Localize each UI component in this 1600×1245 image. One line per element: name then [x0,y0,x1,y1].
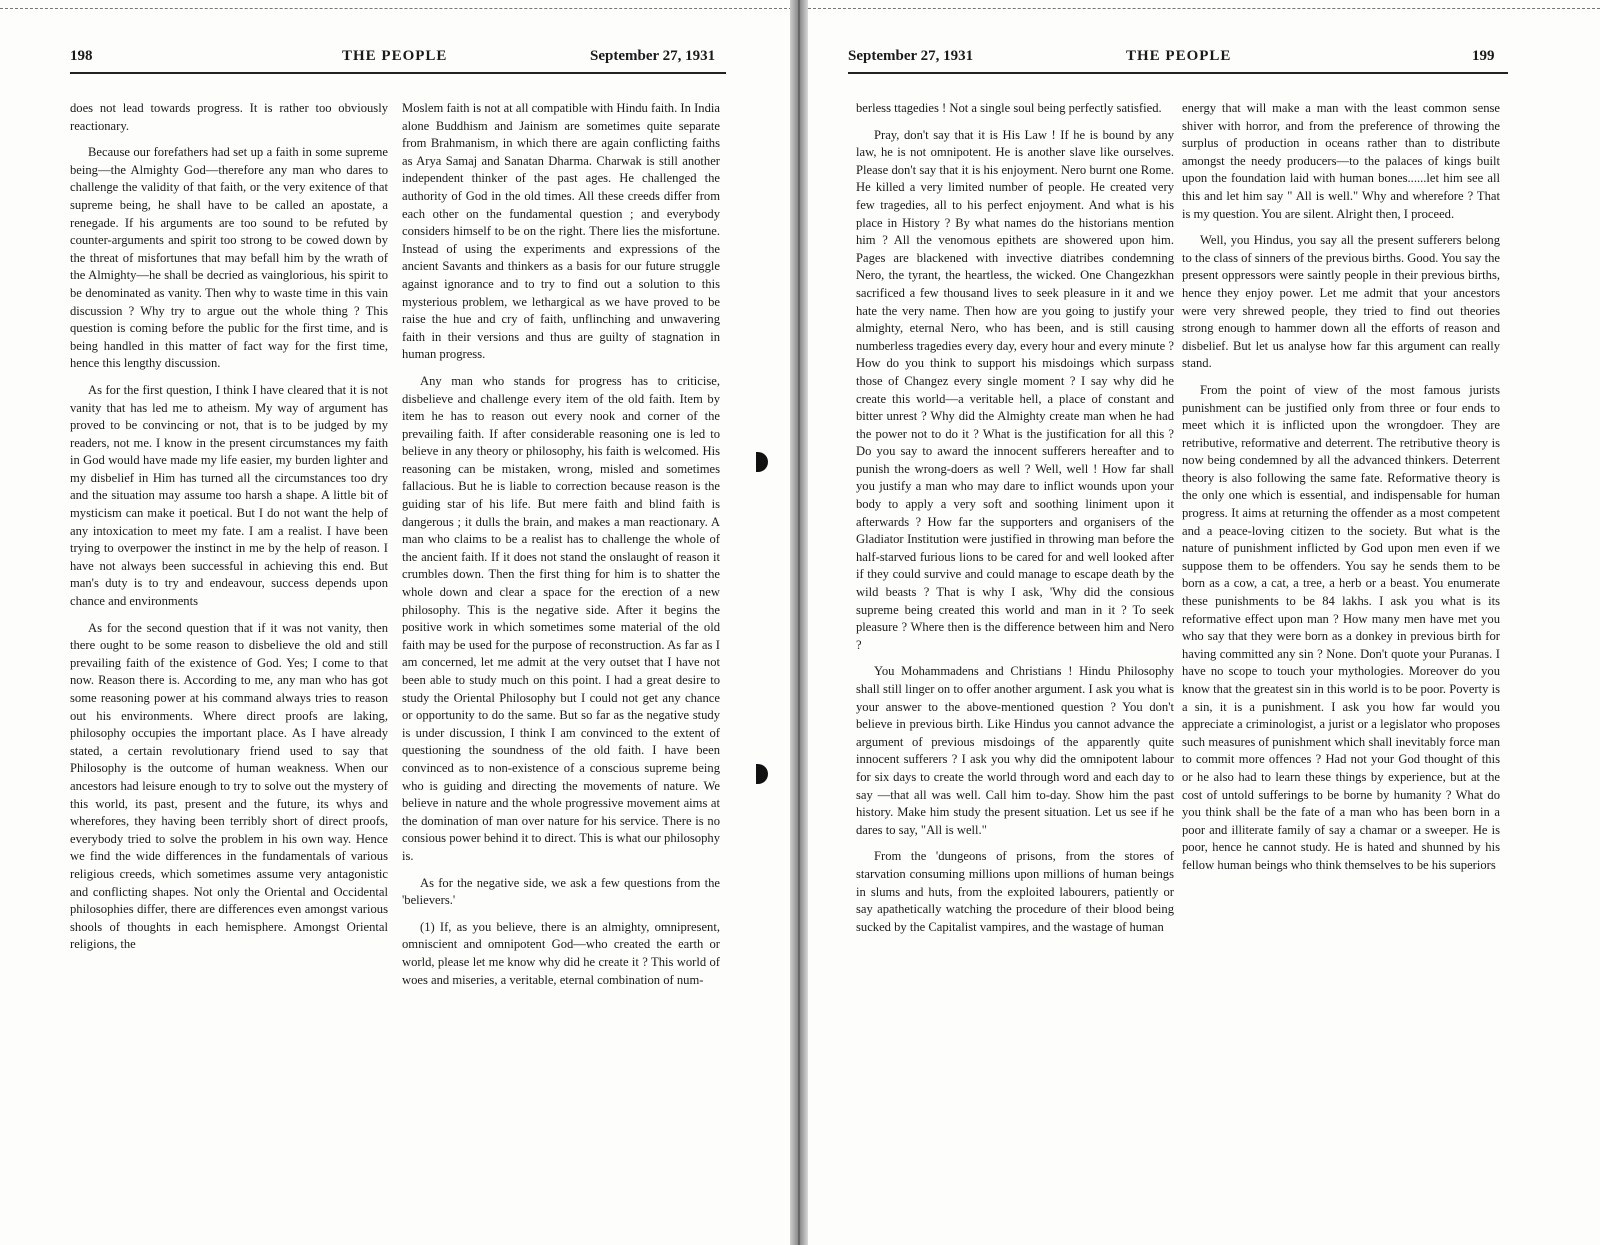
right-page-column-1 [856,100,1174,945]
page-title: THE PEOPLE [342,48,448,64]
header-rule [70,72,726,74]
page-title: THE PEOPLE [1126,48,1232,64]
paragraph: As for the negative side, we ask a few questions from the 'believers.' [402,875,720,908]
paragraph: From the 'dungeons of prisons, from the stores of starvation consuming millions upon millions of human beings in slums and huts, from the exploited labourers, patiently or say apathetically watching the procedure of their blood being sucked by the Capitalist vampires, and the wastage of human [856,849,1174,934]
left-page [0,0,792,1245]
right-page-column-2 [1182,100,1500,884]
paragraph: As for the second question that if it was not vanity, then there ought to be some reason to disbelieve the old and still prevailing faith of the existence of God. Yes; I come to that now. Reason there is. According to me, any man who has got some reasoning power at his command always tries to reason out his environments. Where direct proofs are laking, philosophy occupies the important place. As I have already stated, a certain revolutionary friend used to say that Philosophy is the outcome of human weakness. When our ancestors had leisure enough to try to solve out the mystery of this world, its past, present and the future, its whys and wherefores, they having been terribly short of direct proofs, everybody tried to solve the problem in his own way. Hence we find the wide differences in the fundamentals of various religious creeds, which sometimes assume very antagonistic and conflicting shapes. Not only the Oriental and Occidental philosophies differ, there are differences even amongst various shools of thoughts in each hemisphere. Amongst Oriental religions, the [70,620,388,952]
right-page [808,0,1600,1245]
page-date: September 27, 1931 [848,48,974,64]
paragraph: From the point of view of the most famous jurists punishment can be justified only from three or four ends to meet which it is inflicted upon the wrongdoer. They are retributive, reformative and deterrent. The retributive theory is now being condemned by all the advanced thinkers. Deterrent theory is also following the same fate. Reformative theory is the only one which is essential, and indispensable for human progress. It aims at returning the offender as a most competent and a peace-loving citizen to the society. But what is the nature of punishment inflicted by God upon men even if we suppose them to be offenders. You say he sends them to be born as a cow, a cat, a tree, a herb or a beast. You enumerate these punishments to be 84 lakhs. I ask you what is its reformative effect upon man ? How many men have met you who say that they were born as a donkey in previous birth for having committed any sin ? None. Don't quote your Puranas. I have no scope to touch your mythologies. Moreover do you know that the greatest sin in this world is to be poor. Poverty is a sin, it is a punishment. I ask you how far would you appreciate a criminologist, a jurist or a legislator who proposes such measures of punishment which shall inevitably force man to commit more offences ? Had not your God thought of this or he also had to learn these things by experience, but at the cost of untold sufferings to be borne by humanity ? What do you think shall be the fate of a man who has been born in a poor and illiterate family of say a chamar or a sweeper. He is poor, hence he cannot study. He is hated and shunned by his fellow human beings who think themselves to be his superiors [1182,382,1500,872]
page-gutter [790,0,808,1245]
paragraph: You Mohammadens and Christians ! Hindu Philosophy shall still linger on to offer another argument. I ask you what is your answer to the above-mentioned question ? You don't believe in previous birth. Like Hindus you cannot advance the argument of previous misdoings of the apparently quite innocent sufferers ? I ask you why did the omnipotent labour for six days to create the world through word and each day to say —that all was well. Call him to-day. Show him the past history. Make him study the present situation. Let us see if he dares to say, "All is well." [856,664,1174,837]
paragraph: does not lead towards progress. It is rather too obviously reactionary. [70,101,388,133]
page-number: 199 [1472,48,1495,64]
paragraph: energy that will make a man with the least common sense shiver with horror, and from the preference of throwing the surplus of production in oceans rather than to distribute amongst the needy producers—to the palaces of kings built upon the foundation laid with human bones......let him see all this and let him say " All is well." Why and wherefore ? That is my question. You are silent. Alright then, I proceed. [1182,101,1500,221]
paragraph: Any man who stands for progress has to criticise, disbelieve and challenge every item of the old faith. Item by item he has to reason out every nook and corner of the prevailing faith. If after considerable reasoning one is led to believe in any theory or philosophy, his faith is welcomed. His reasoning can be mistaken, wrong, misled and sometimes fallacious. But he is liable to correction because reason is the guiding star of his life. But mere faith and blind faith is dangerous ; it dulls the brain, and makes a man reactionary. A man who claims to be a realist has to challenge the whole of the ancient faith. If it does not stand the onslaught of reason it crumbles down. Then the first thing for him is to shatter the whole down and clear a space for the erection of a new philosophy. This is the negative side. After it begins the positive work in which sometimes some material of the old faith may be used for the purpose of reconstruction. As far as I am concerned, let me admit at the very outset that I have not been able to study much on this point. I had a great desire to study the Oriental Philosophy but I could not get any chance or opportunity to do the same. But so far as the negative study is under discussion, I think I am convinced to the extent of questioning the soundness of the old faith. I have been convinced as to non-existence of a conscious supreme being who is guiding and directing the movements of nature. We believe in nature and the whole progressive movement aims at the domination of man over nature for his service. There is no consious power behind it to direct. This is what our philosophy is. [402,373,720,863]
binding-hole [756,764,768,784]
scan-artifact-line [0,8,792,9]
header-rule [848,72,1508,74]
binding-hole [756,452,768,472]
paragraph: Well, you Hindus, you say all the present sufferers belong to the class of sinners of the previous births. Good. You say the present oppressors were saintly people in their previous births, hence they enjoy power. Let me admit that your ancestors were very shrewed people, they tried to find out theories strong enough to hammer down all the efforts of reason and disbelief. But let us analyse how far this argument can really stand. [1182,233,1500,371]
left-page-column-2 [402,100,720,998]
page-number: 198 [70,48,93,64]
paragraph: As for the first question, I think I have cleared that it is not vanity that has led me to atheism. My way of argument has proved to be convincing or not, that is to be judged by my readers, not me. I know in the present circumstances my faith in God would have made my life easier, my burden lighter and my disbelief in Him has turned all the circumstances too dry and the situation may assume too harsh a shape. A little bit of mysticism can make it poetical. But I do not want the help of any intoxication to meet my fate. I am a realist. I have been trying to overpower the instinct in me by the help of reason. I have not always been successful in achieving this end. But man's duty is to try and endeavour, success depends upon chance and environments [70,382,388,609]
paragraph: berless ttagedies ! Not a single soul being perfectly satisfied. [856,101,1162,115]
paragraph: Moslem faith is not at all compatible with Hindu faith. In India alone Buddhism and Jainism are sometimes quite separate from Brahmanism, in which there are again conflicting faiths as Arya Samaj and Sanatan Dharma. Charwak is still another independent thinker of the past ages. He challenged the authority of God in the old times. All these creeds differ from each other on the fundamental question ; and everybody considers himself to be on the right. There lies the misfortune. Instead of using the experiments and expressions of the ancient Savants and thinkers as a basis for our future struggle against ignorance and to try to find out a solution to this mysterious problem, we lethargical as we have proved to be raise the hue and cry of faith, unflinching and unwavering faith in their versions and thus are guilty of stagnation in human progress. [402,101,720,362]
paragraph: Pray, don't say that it is His Law ! If he is bound by any law, he is not omnipotent. He is another slave like ourselves. Please don't say that it is his enjoyment. Nero burnt one Rome. He killed a very limited number of people. He created very few tragedies, all to his perfect enjoyment. And what is his place in History ? By what names do the historians mention him ? All the venomous epithets are showered upon him. Pages are blackened with invective diatribes condemning Nero, the tyrant, the heartless, the wicked. One Changezkhan sacrificed a few thousand lives to seek pleasure in it and we hate the very name. Then how are you going to justify your almighty, eternal Nero, who has been, and is still causing numberless tragedies every day, every hour and every minute ? How do you think to support his misdoings which surpass those of Changez every single moment ? I say why did he create this world—a veritable hell, a place of constant and bitter unrest ? Why did the Almighty create man when he had the power not to do it ? What is the justification for all this ? Do you say to award the innocent sufferers hereafter and to punish the wrong-doers as well ? Well, well ! How far shall you justify a man who may dare to inflict wounds upon your body to apply a very soft and soothing liniment upon it afterwards ? How far the supporters and organisers of the Gladiator Institution were justified in throwing man before the half-starved furious lions to be cared for and well looked after if they could survive and could manage to escape death by the wild beasts ? That is why I ask, 'Why did the consious supreme being created this world and man in it ? To seek pleasure ? Where then is the difference between him and Nero ? [856,127,1174,652]
scan-artifact-line [808,8,1600,9]
paragraph: Because our forefathers had set up a faith in some supreme being—the Almighty God—therefore any man who dares to challenge the validity of that faith, or the very exitence of that supreme being, he shall have to be called an apostate, a renegade. If his arguments are too sound to be refuted by counter-arguments and spirit too strong to be cowed down by the threat of misfortunes that may befall him by the wrath of the Almighty—he shall be decried as vainglorious, his spirit to be denominated as vanity. Then why to waste time in this vain discussion ? Why try to argue out the whole thing ? This question is coming before the public for the first time, and is being handled in this matter of fact way for the first time, hence this lengthy discussion. [70,145,388,371]
left-page-column-1 [70,100,388,963]
page-date: September 27, 1931 [590,48,716,64]
paragraph: (1) If, as you believe, there is an almighty, omnipresent, omniscient and omnipotent God—who created the earth or world, please let me know why did he create it ? This world of woes and miseries, a veritable, eternal combination of num- [402,919,720,987]
